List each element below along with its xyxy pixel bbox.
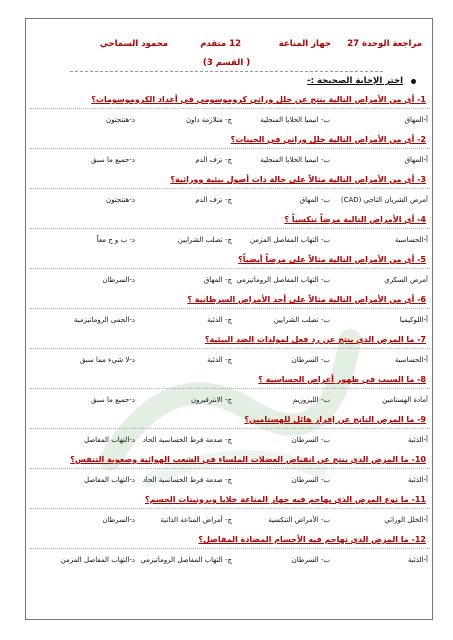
question-text: 4- أي الأمراض التالية مرضاً تنكسياً ؟ (284, 215, 426, 224)
question-text: 10- ما المرض الذي ينتج عن انقباض العضلات الملساء في الشعب الهوائية وصعوبة التنفس؟ (70, 455, 426, 464)
option-b[interactable]: ب- التهاب المفاصل المزمن (249, 236, 330, 244)
option-d[interactable]: د-لا شيء مما سبق (79, 356, 135, 364)
option-c[interactable]: ج- الذئبة (207, 356, 232, 364)
option-b[interactable]: ب- السرطان (291, 436, 330, 444)
option-d[interactable]: د- ب و ج معاً (96, 236, 135, 244)
question-text: 6- أي من الأمراض التالية مثالاً على أحد الأمراض السرطانية ؟ (187, 295, 426, 304)
option-c[interactable]: ج- صدمة فرط الحساسية الحاد (142, 476, 232, 484)
question-text: 1- أي من الأمراض التالية ينتج عن خلل وراثي كروموسومي في أعداد الكروموسومات؟ (91, 95, 426, 104)
system-title: جهاز المناعة (278, 39, 331, 49)
option-a[interactable]: أ-الحساسية (394, 356, 428, 364)
option-b[interactable]: ب- الأمراض التنكسية (268, 516, 330, 524)
option-c[interactable]: ج- التهاب المفاصل الروماتيزمي (140, 556, 232, 564)
question-2 (30, 135, 430, 175)
option-c[interactable]: ج- نزف الدم (195, 156, 232, 164)
option-a[interactable]: أ-الذئبة (407, 476, 428, 484)
divider (30, 348, 430, 349)
section-label: ( القسم 3) (202, 58, 251, 68)
unit-title: مراجعة الوحدة 27 (347, 39, 422, 49)
option-a[interactable]: أ-الخلل الوراثي (384, 516, 428, 524)
teacher-name: محمود السماحي (99, 39, 168, 49)
question-text: 2- أي من الأمراض التالية خلل وراثي في الجينات؟ (230, 135, 426, 144)
question-12 (30, 535, 430, 575)
divider (30, 508, 430, 509)
option-d[interactable]: د-جميع ما سبق (90, 156, 135, 164)
option-b[interactable]: ب- انيميا الخلايا المنجلية (260, 116, 330, 124)
option-b[interactable]: ب- التهاب المفاصل الروماتيزمي (236, 276, 330, 284)
option-b[interactable]: ب- الليزوزيم (292, 396, 330, 404)
header (0, 39, 453, 53)
grade-label: 12 متقدم (200, 39, 241, 49)
question-11 (30, 495, 430, 535)
option-c[interactable]: ج- صدمة فرط الحساسية الحاد (142, 436, 232, 444)
option-d[interactable]: د-التهاب المفاصل (83, 436, 135, 444)
option-d[interactable]: د-السرطان (102, 516, 135, 524)
question-text: 8- ما السبب في ظهور أعراض الحساسية ؟ (258, 375, 426, 384)
option-d[interactable]: د-جميع ما سبق (90, 396, 135, 404)
option-b[interactable]: ب- السرطان (291, 476, 330, 484)
divider (30, 388, 430, 389)
option-d[interactable]: د-الحمى الروماتيزمية (73, 316, 135, 324)
option-c[interactable]: ج- تصلب الشرايين (177, 236, 232, 244)
option-b[interactable]: ب- انيميا الخلايا المنجلية (260, 156, 330, 164)
option-b[interactable]: ب- السرطان (291, 356, 330, 364)
question-text: 12- ما المرض الذي تهاجم فيه الأجسام المضادة المفاصل؟ (198, 535, 426, 544)
question-7 (30, 335, 430, 375)
question-text: 11- ما نوع المرض الذي يهاجم فيه جهاز المناعة خلايا وبروتينات الجسم؟ (144, 495, 426, 504)
option-a[interactable]: أمرض الشريان التاجي (CAD) (340, 196, 428, 204)
option-d[interactable]: د-التهاب المفاصل المزمن (60, 556, 135, 564)
option-a[interactable]: أ-الذئبة (407, 436, 428, 444)
question-text: 5- أي من الأمراض التالية مثالاً على مرضاً أيضياً؟ (238, 255, 426, 264)
option-c[interactable]: ج- نزف الدم (195, 196, 232, 204)
option-d[interactable]: د-هنتجتون (106, 196, 135, 204)
option-d[interactable]: د-السرطان (102, 276, 135, 284)
option-a[interactable]: أ-الحساسية (394, 236, 428, 244)
option-d[interactable]: د-التهاب المفاصل (83, 476, 135, 484)
divider (30, 308, 430, 309)
option-b[interactable]: ب- المهاق (299, 196, 330, 204)
question-text: 3- أي من الأمراض التالية مثالاً على حالة ذات أصول بيئية ووراثية؟ (170, 175, 426, 184)
question-5 (30, 255, 430, 295)
divider (30, 268, 430, 269)
divider (30, 148, 430, 149)
divider (30, 548, 430, 549)
option-b[interactable]: ب- السرطان (291, 556, 330, 564)
divider (30, 468, 430, 469)
option-c[interactable]: ج- متلازمة داون (186, 116, 232, 124)
question-text: 7- ما المرض الذي ينتج عن رد فعل لمولدات الضد البيئية؟ (204, 335, 426, 344)
question-10 (30, 455, 430, 495)
option-a[interactable]: أمادة الهستامين (382, 396, 428, 404)
question-6 (30, 295, 430, 335)
divider (30, 188, 430, 189)
option-b[interactable]: ب- تصلب الشرايين (273, 316, 330, 324)
option-a[interactable]: أ-اللوكيميا (399, 316, 428, 324)
option-a[interactable]: أمرض السكري (384, 276, 428, 284)
question-4 (30, 215, 430, 255)
question-9 (30, 415, 430, 455)
option-a[interactable]: أ-المهاق (404, 156, 428, 164)
option-d[interactable]: د-هنتجتون (106, 116, 135, 124)
question-8 (30, 375, 430, 415)
question-1 (30, 95, 430, 135)
option-a[interactable]: أ-المهاق (404, 116, 428, 124)
bullet-icon (411, 79, 416, 84)
option-a[interactable]: أ-الذئبة (407, 556, 428, 564)
divider (70, 71, 383, 72)
option-c[interactable]: ج- الانترفيرون (191, 396, 232, 404)
divider (30, 228, 430, 229)
divider (30, 428, 430, 429)
option-c[interactable]: ج- المهاق (203, 276, 232, 284)
divider (30, 108, 430, 109)
option-c[interactable]: ج- أمراض المناعة الذاتية (160, 516, 232, 524)
question-3 (30, 175, 430, 215)
question-text: 9- ما المرض الناتج عن إفراز هائل للهستامين؟ (244, 415, 426, 424)
instruction: اختر الإجابة الصحيحة :- (307, 76, 403, 86)
option-c[interactable]: ج- الذئبة (207, 316, 232, 324)
